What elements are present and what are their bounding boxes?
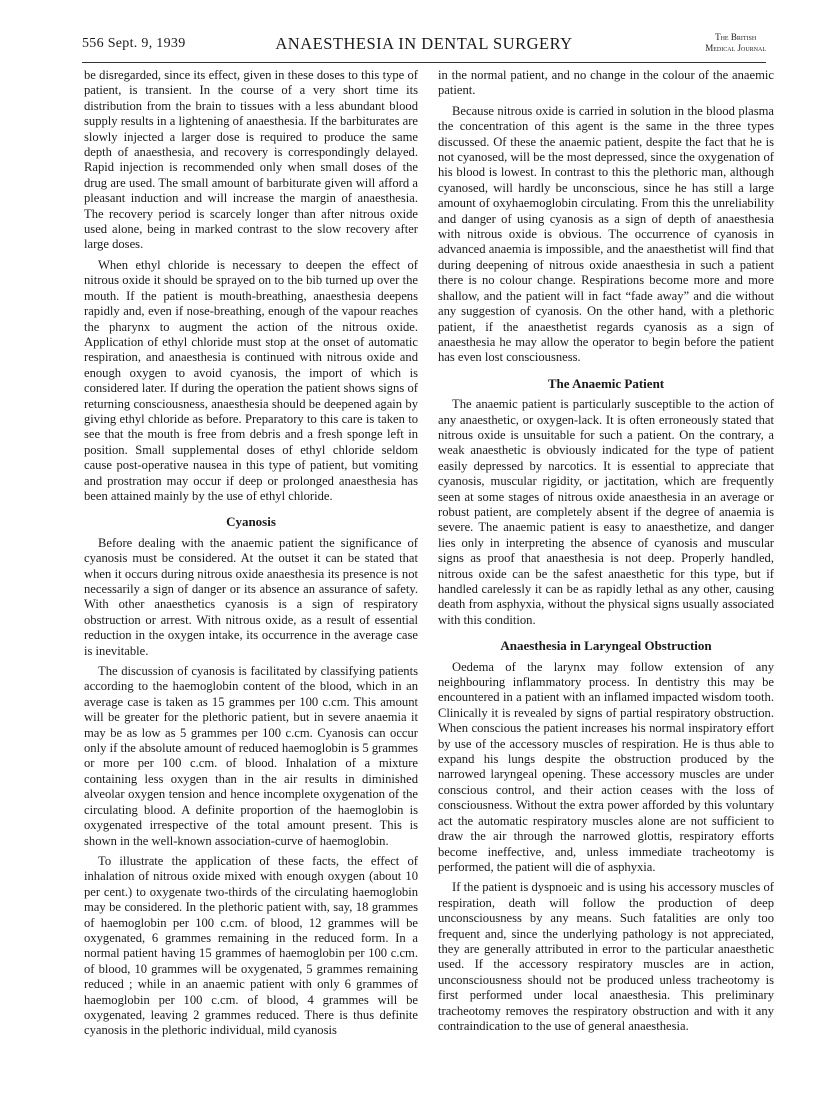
journal-name-line2: Medical Journal <box>705 43 766 53</box>
left-column <box>84 68 418 1044</box>
running-title: ANAESTHESIA IN DENTAL SURGERY <box>275 34 573 53</box>
section-heading-cyanosis: Cyanosis <box>226 514 276 530</box>
paragraph: be disregarded, since its effect, given in these doses to this type of patient, is transient. In the course of a very short time its distribution from the brain to tissues with a less abundant blood supply results in a lightening of anaesthesia. If the barbiturates are slowly injected a larger dose is required to produce the same depth of anaesthesia, and recovery is correspondingly delayed. Rapid injection is recommended only when small doses of the drug are used. The small amount of barbiturate given will afford a pleasant induction and will increase the margin of anaesthesia. The recovery period is scarcely longer than after nitrous oxide used alone, being in marked contrast to the slow recovery after large doses. <box>84 68 418 252</box>
paragraph: If the patient is dyspnoeic and is using his accessory muscles of respiration, death will follow the production of deep unconsciousness by any means. Such fatalities are only too frequent and, since the underlying pathology is not appreciated, they are generally attributed in error to the particular anaesthetic used. If the accessory respiratory muscles are in action, unconsciousness should not be produced unless tracheotomy is first performed under local anaesthesia. This preliminary tracheotomy removes the respiratory obstruction and with it any contraindication to the use of general anaesthesia. <box>438 880 774 1033</box>
page-number-date: 556 Sept. 9, 1939 <box>82 36 186 51</box>
header-rule <box>82 62 766 63</box>
paragraph: in the normal patient, and no change in the colour of the anaemic patient. <box>438 68 774 98</box>
journal-name <box>705 32 766 54</box>
paragraph: Because nitrous oxide is carried in solution in the blood plasma the concentration of this agent is the same in the three types discussed. Of these the anaemic patient, despite the fact that he is not cyanosed, will be the most depressed, since the oxygenation of his blood is lowest. In contrast to this the plethoric man, although cyanosed, will hardly be unconscious, since he has still a large amount of oxyhaemoglobin circulating. From this the unreliability and danger of using cyanosis as a sign of depth of anaesthesia with nitrous oxide is obvious. The occurrence of cyanosis in advanced anaemia is impossible, and the anaesthetist will find that during deepening of nitrous oxide anaesthesia in such a patient there is no colour change. Respirations become more and more shallow, and the patient will in fact “fade away” and die without any suggestion of cyanosis. On the other hand, with a plethoric patient, if the anaesthetist regards cyanosis as a sign of anaesthesia he may allow the operator to begin before the patient has even lost consciousness. <box>438 103 774 365</box>
paragraph: To illustrate the application of these facts, the effect of inhalation of nitrous oxide mixed with enough oxygen (about 10 per cent.) to oxygenate two-thirds of the circulating haemoglobin may be considered. In the plethoric patient with, say, 18 grammes of haemoglobin per 100 c.cm. of blood, 12 grammes will be oxygenated, 6 grammes remaining in the reduced form. In a normal patient having 15 grammes of haemoglobin per 100 c.cm. of blood, 10 grammes will be oxygenated, 5 grammes remaining reduced ; while in an anaemic patient with only 6 grammes of haemoglobin per 100 c.cm. of blood, 4 grammes will be oxygenated, leaving 2 grammes reduced. There is thus definite cyanosis in the plethoric individual, mild cyanosis <box>84 853 418 1038</box>
paragraph: When ethyl chloride is necessary to deepen the effect of nitrous oxide it should be sprayed on to the bib turned up over the mouth. If the patient is mouth-breathing, anaesthesia deepens rapidly and, even if nose-breathing, enough of the vapour reaches the pharynx to augment the action of the nitrous oxide. Application of ethyl chloride must stop at the onset of automatic respiration, and anaesthesia is continued with nitrous oxide and enough oxygen to avoid cyanosis, the import of which is considered later. If during the operation the patient shows signs of returning consciousness, anaesthesia should be deepened again by giving ethyl chloride as before. Preparatory to this care is taken to see that the mouth is free from debris and a fresh sponge left in position. Small supplemental doses of ethyl chloride seldom cause post-operative nausea in this type of patient, but vomiting and prostration may occur if deep or prolonged anaesthesia has been attained mainly by the use of ethyl chloride. <box>84 257 418 503</box>
section-heading-laryngeal-obstruction: Anaesthesia in Laryngeal Obstruction <box>500 638 712 654</box>
paragraph: Oedema of the larynx may follow extension of any neighbouring inflammatory process. In dentistry this may be encountered in a patient with an inflamed impacted wisdom tooth. Clinically it is revealed by signs of partial respiratory obstruction. When conscious the patient increases his normal inspiratory effort by use of the accessory muscles of respiration. He is thus able to expand his lungs despite the obstruction produced by the narrowed laryngeal opening. These accessory muscles are under conscious control, and their action ceases with the loss of consciousness. Without the extra power afforded by this voluntary act the automatic respiratory muscles alone are not sufficient to draw the air through the narrowed glottis, respiratory efforts become ineffective, and, unless immediate tracheotomy is performed, the patient will die of asphyxia. <box>438 659 774 874</box>
section-heading-anaemic-patient: The Anaemic Patient <box>547 375 665 391</box>
paragraph: The discussion of cyanosis is facilitated by classifying patients according to the haemoglobin content of the blood, which in an average case is taken as 15 grammes per 100 c.cm. This amount will be greater for the plethoric patient, but in severe anaemia it may be as low as 5 grammes per 100 c.cm. Cyanosis can occur only if the absolute amount of reduced haemoglobin is 5 grammes or more per 100 c.cm. of blood. Inhalation of a mixture containing less oxygen than in the air results in diminished alveolar oxygen tension and hence incomplete oxygenation of the circulating blood. A definite proportion of the haemoglobin is oxygenated irrespective of the total amount present. This is shown in the well-known association-curve of haemoglobin. <box>84 664 418 848</box>
page-header <box>82 30 766 60</box>
paragraph: The anaemic patient is particularly susceptible to the action of any anaesthetic, or oxygen-lack. It is often erroneously stated that nitrous oxide is unsuitable for such a patient. On the contrary, a weak anaesthetic is obviously indicated for the type of patient easily depressed by narcotics. It is essential to appreciate that cyanosis, muscular rigidity, or jactitation, which are frequently seen at some stages of nitrous oxide anaesthesia in an average or robust patient, are completely absent if the degree of anaemia is severe. The anaemic patient is easy to anaesthetize, and danger lies only in interpreting the absence of cyanosis and muscular signs as proof that anaesthesia is not deep. Properly handled, nitrous oxide can be the safest anaesthetic for this type, but if handled carelessly it can be as rapidly lethal as any other, causing death from asphyxia, without the physical signs usually associated with this condition. <box>438 397 774 627</box>
paragraph: Before dealing with the anaemic patient the significance of cyanosis must be considered. At the outset it can be stated that when it occurs during nitrous oxide anaesthesia its presence is not necessarily a sign of danger or its absence an assurance of safety. With other anaesthetics cyanosis is a sign of respiratory obstruction or arrest. With nitrous oxide, as a result of essential reduction in the oxygen intake, its occurrence in the average case is inevitable. <box>84 535 418 658</box>
right-column <box>438 68 774 1039</box>
journal-name-line1: The British <box>715 32 757 42</box>
